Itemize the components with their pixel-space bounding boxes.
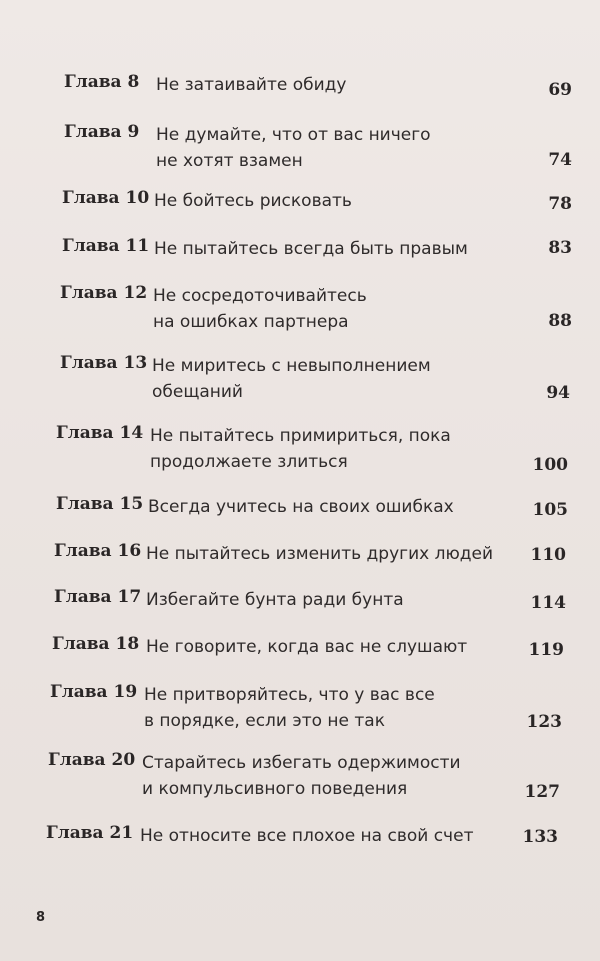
chapter-title-line: Избегайте бунта ради бунта	[146, 590, 404, 610]
chapter-title-line: Не относите все плохое на свой счет	[140, 826, 474, 846]
chapter-title	[150, 423, 451, 475]
page-number: 133	[522, 827, 558, 847]
chapter-title	[146, 634, 467, 660]
page-number: 69	[548, 80, 572, 100]
chapter-title-line: продолжаете злиться	[150, 452, 348, 472]
chapter-title	[156, 72, 346, 98]
chapter-title-line: Не думайте, что от вас ничего	[156, 125, 431, 145]
chapter-title-line: Старайтесь избегать одержимости	[142, 753, 461, 773]
chapter-label: Глава 16	[54, 541, 142, 561]
chapter-title-line: Не сосредоточивайтесь	[153, 286, 367, 306]
chapter-title-line: и компульсивного поведения	[142, 779, 408, 799]
chapter-label: Глава 21	[46, 823, 134, 843]
page-number: 78	[548, 194, 572, 214]
chapter-title-line: Не говорите, когда вас не слушают	[146, 637, 468, 657]
chapter-title	[146, 587, 404, 613]
chapter-label: Глава 11	[62, 236, 150, 256]
footer-page-number: 8	[36, 910, 46, 925]
chapter-title	[140, 823, 473, 849]
chapter-title-line: Не пытайтесь всегда быть правым	[154, 239, 468, 259]
chapter-title-line: Не затаивайте обиду	[156, 75, 347, 95]
chapter-title-line: Всегда учитесь на своих ошибках	[148, 497, 454, 517]
chapter-label: Глава 19	[50, 682, 138, 702]
chapter-title-line: Не притворяйтесь, что у вас все	[144, 685, 435, 705]
chapter-title	[152, 353, 431, 405]
page-number: 123	[526, 712, 562, 732]
chapter-title-line: на ошибках партнера	[153, 312, 349, 332]
chapter-label: Глава 14	[56, 423, 144, 443]
chapter-title-line: Не миритесь с невыполнением	[152, 356, 431, 376]
chapter-label: Глава 13	[60, 353, 148, 373]
chapter-label: Глава 9	[64, 122, 140, 142]
chapter-title	[154, 188, 352, 214]
chapter-label: Глава 10	[62, 188, 150, 208]
chapter-label: Глава 15	[56, 494, 144, 514]
chapter-label: Глава 12	[60, 283, 148, 303]
chapter-title	[142, 750, 461, 802]
chapter-title	[144, 682, 435, 734]
chapter-title-line: не хотят взамен	[156, 151, 303, 171]
page-number: 105	[532, 500, 568, 520]
chapter-title	[148, 494, 454, 520]
chapter-title	[154, 236, 468, 262]
chapter-title	[156, 122, 431, 174]
chapter-title	[153, 283, 367, 335]
page-number: 110	[530, 545, 566, 565]
page-number: 127	[524, 782, 560, 802]
chapter-title-line: Не бойтесь рисковать	[154, 191, 352, 211]
chapter-title-line: Не пытайтесь изменить других людей	[146, 544, 494, 564]
chapter-title	[146, 541, 493, 567]
page-number: 100	[532, 455, 568, 475]
page-number: 74	[548, 150, 572, 170]
chapter-title-line: обещаний	[152, 382, 243, 402]
page-number: 88	[548, 311, 572, 331]
chapter-label: Глава 20	[48, 750, 136, 770]
chapter-label: Глава 18	[52, 634, 140, 654]
chapter-title-line: Не пытайтесь примириться, пока	[150, 426, 451, 446]
page-number: 83	[548, 238, 572, 258]
page-number: 119	[528, 640, 564, 660]
chapter-title-line: в порядке, если это не так	[144, 711, 385, 731]
page-number: 114	[530, 593, 566, 613]
chapter-label: Глава 8	[64, 72, 140, 92]
page-number: 94	[546, 383, 570, 403]
chapter-label: Глава 17	[54, 587, 142, 607]
